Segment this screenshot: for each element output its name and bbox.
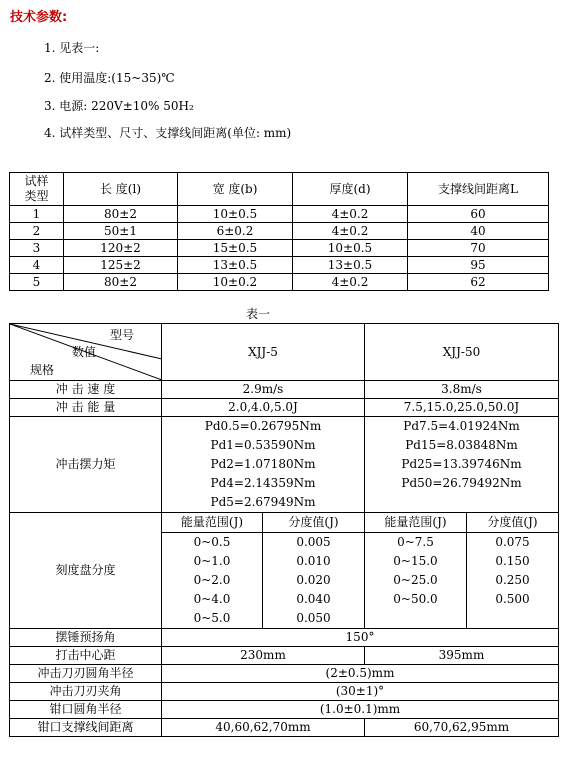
row-label: 冲 击 能 量 [10, 399, 162, 417]
table-cell: 230mm [162, 647, 365, 665]
table-caption: 表一 [246, 307, 271, 321]
dial-range-header: 能量范围(J) [162, 513, 262, 533]
moment-cell-xjj50 [365, 417, 559, 513]
table-row [10, 665, 559, 683]
table-cell: 2.0,4.0,5.0J [162, 399, 365, 417]
parameter-table [9, 323, 559, 737]
dial-range: 0~7.5 [397, 535, 434, 549]
table-row [10, 381, 559, 399]
table-cell: 40,60,62,70mm [162, 719, 365, 737]
dial-range: 0~1.0 [193, 554, 231, 568]
dial-range-xjj5 [162, 513, 263, 629]
dial-range: 0~15.0 [393, 554, 438, 568]
table-cell: 5 [10, 274, 64, 291]
dial-div: 0.050 [296, 611, 331, 625]
item-1: 1. 见表一: [44, 41, 100, 55]
moment-value: Pd25=13.39746Nm [401, 457, 522, 471]
table-cell: 7.5,15.0,25.0,50.0J [365, 399, 559, 417]
moment-value: Pd50=26.79492Nm [401, 476, 522, 490]
table-row [10, 701, 559, 719]
item-2: 2. 使用温度:(15~35)℃ [44, 71, 175, 85]
table-cell: 1 [10, 206, 64, 223]
moment-value: Pd2=1.07180Nm [210, 457, 316, 471]
table-cell: 150° [162, 629, 559, 647]
dial-div: 0.020 [296, 573, 331, 587]
header-type-line2: 类型 [24, 189, 49, 203]
dial-div: 0.500 [495, 592, 530, 606]
corner-cell [10, 324, 162, 381]
dial-range-xjj50 [365, 513, 467, 629]
dial-div: 0.005 [296, 535, 331, 549]
moment-value: Pd15=8.03848Nm [405, 438, 518, 452]
dial-range-header: 能量范围(J) [365, 513, 466, 533]
row-label: 冲击刀刃夹角 [10, 683, 162, 701]
table-cell: 4±0.2 [293, 223, 408, 240]
table-cell: 125±2 [64, 257, 178, 274]
table-row [10, 257, 549, 274]
header-type-line1: 试样 [24, 174, 49, 188]
dial-div-xjj50 [467, 513, 559, 629]
model-xjj50: XJJ-50 [365, 324, 559, 381]
table-cell: 3.8m/s [365, 381, 559, 399]
moment-value: Pd4=2.14359Nm [210, 476, 316, 490]
table-cell: 2 [10, 223, 64, 240]
dial-range: 0~50.0 [393, 592, 438, 606]
table-cell: 4±0.2 [293, 206, 408, 223]
dial-range: 0~25.0 [393, 573, 438, 587]
header-length: 长 度(l) [64, 173, 178, 206]
table-row [10, 417, 559, 513]
table-cell: 15±0.5 [178, 240, 293, 257]
moment-value: Pd5=2.67949Nm [210, 495, 316, 509]
table-cell: 120±2 [64, 240, 178, 257]
row-label: 刻度盘分度 [10, 513, 162, 629]
table-cell: 50±1 [64, 223, 178, 240]
table-cell: (1.0±0.1)mm [162, 701, 559, 719]
table-cell: 62 [408, 274, 549, 291]
model-row [10, 324, 559, 381]
moment-value: Pd0.5=0.26795Nm [204, 419, 322, 433]
table-row [10, 647, 559, 665]
table-cell: 2.9m/s [162, 381, 365, 399]
corner-model-label: 型号 [110, 328, 135, 342]
table-cell: 13±0.5 [293, 257, 408, 274]
dial-div: 0.010 [296, 554, 331, 568]
table-cell: 13±0.5 [178, 257, 293, 274]
specimen-table [9, 172, 549, 291]
table-cell: 40 [408, 223, 549, 240]
row-label: 钳口支撑线间距离 [10, 719, 162, 737]
dial-div-header: 分度值(J) [467, 513, 558, 533]
dial-div-header: 分度值(J) [263, 513, 364, 533]
dial-div: 0.040 [296, 592, 331, 606]
table-row [10, 274, 549, 291]
row-label: 钳口圆角半径 [10, 701, 162, 719]
table-row [10, 223, 549, 240]
dial-range: 0~0.5 [193, 535, 231, 549]
table-cell: (30±1)° [162, 683, 559, 701]
header-thickness: 厚度(d) [293, 173, 408, 206]
table-cell: 4 [10, 257, 64, 274]
table-cell: 4±0.2 [293, 274, 408, 291]
table-cell: (2±0.5)mm [162, 665, 559, 683]
dial-div: 0.250 [495, 573, 530, 587]
dial-range: 0~4.0 [193, 592, 231, 606]
table-cell: 6±0.2 [178, 223, 293, 240]
table-row [10, 719, 559, 737]
table-cell: 10±0.2 [178, 274, 293, 291]
dial-div: 0.150 [495, 554, 530, 568]
dial-div-list [467, 533, 558, 609]
model-xjj5: XJJ-5 [162, 324, 365, 381]
dial-div: 0.075 [495, 535, 530, 549]
moment-value: Pd1=0.53590Nm [210, 438, 316, 452]
table-cell: 70 [408, 240, 549, 257]
section-heading: 技术参数: [10, 10, 68, 25]
table-cell: 80±2 [64, 274, 178, 291]
header-type [10, 173, 64, 206]
header-width: 宽 度(b) [178, 173, 293, 206]
table-row [10, 683, 559, 701]
row-label: 打击中心距 [10, 647, 162, 665]
corner-value-label: 数值 [72, 345, 97, 359]
moment-value: Pd7.5=4.01924Nm [403, 419, 520, 433]
row-label: 冲击摆力矩 [10, 417, 162, 513]
table-cell: 60,70,62,95mm [365, 719, 559, 737]
table-row [10, 240, 549, 257]
table-row [10, 513, 559, 629]
item-3: 3. 电源: 220V±10% 50H₂ [44, 99, 194, 113]
table-row [10, 399, 559, 417]
table-cell: 10±0.5 [178, 206, 293, 223]
row-label: 冲击刀刃圆角半径 [10, 665, 162, 683]
dial-range: 0~2.0 [193, 573, 231, 587]
row-label: 冲 击 速 度 [10, 381, 162, 399]
header-span: 支撑线间距离L [408, 173, 549, 206]
moment-cell-xjj5 [162, 417, 365, 513]
table-cell: 60 [408, 206, 549, 223]
dial-range: 0~5.0 [193, 611, 231, 625]
table-cell: 10±0.5 [293, 240, 408, 257]
dial-range-list [365, 533, 466, 609]
item-4: 4. 试样类型、尺寸、支撑线间距离(单位: mm) [44, 126, 292, 140]
table-row [10, 629, 559, 647]
table-header-row [10, 173, 549, 206]
table-cell: 80±2 [64, 206, 178, 223]
table-cell: 395mm [365, 647, 559, 665]
table-cell: 3 [10, 240, 64, 257]
table-row [10, 206, 549, 223]
row-label: 摆锤预扬角 [10, 629, 162, 647]
dial-div-list [263, 533, 364, 628]
dial-div-xjj5 [263, 513, 365, 629]
table-cell: 95 [408, 257, 549, 274]
dial-range-list [162, 533, 262, 628]
corner-spec-label: 规格 [30, 363, 55, 377]
